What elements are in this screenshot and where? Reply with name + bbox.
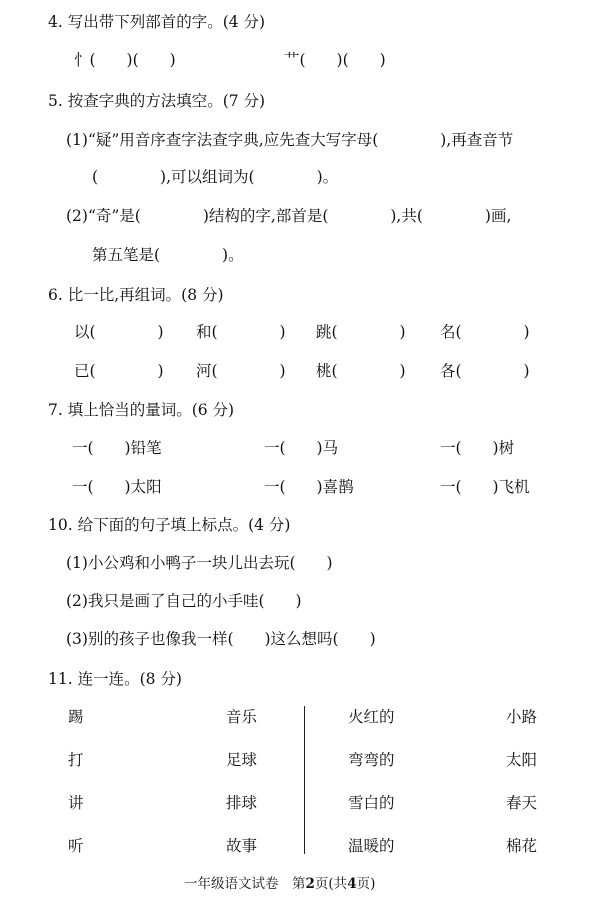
match-left-target[interactable]: 排球 — [226, 794, 258, 812]
q10-line[interactable]: (2)我只是画了自己的小手哇( ) — [66, 592, 302, 610]
q5-line-1[interactable]: (1)“疑”用音序查字法查字典,应先查大写字母( ),再查音节 — [66, 131, 514, 149]
q6-item[interactable]: 河( ) — [196, 362, 286, 380]
footer-suffix: 页) — [356, 876, 376, 892]
column-divider — [304, 706, 305, 854]
q6-item[interactable]: 已( ) — [74, 362, 164, 380]
match-left-word[interactable]: 讲 — [68, 794, 84, 812]
q6-item[interactable]: 以( ) — [74, 323, 164, 341]
q6-item[interactable]: 跳( ) — [316, 323, 406, 341]
q6-title: 6. 比一比,再组词。(8 分) — [48, 286, 224, 304]
match-left-word[interactable]: 打 — [68, 751, 84, 769]
q6-item[interactable]: 各( ) — [440, 362, 530, 380]
q7-item[interactable]: 一( )树 — [440, 439, 515, 457]
q7-item[interactable]: 一( )飞机 — [440, 478, 530, 496]
page-footer — [184, 874, 375, 894]
match-right-word[interactable]: 弯弯的 — [348, 751, 395, 769]
q7-title: 7. 填上恰当的量词。(6 分) — [48, 401, 235, 419]
match-left-target[interactable]: 故事 — [226, 837, 258, 855]
q10-title: 10. 给下面的句子填上标点。(4 分) — [48, 516, 291, 534]
q4-item-2[interactable]: 艹( )( ) — [284, 51, 386, 69]
match-right-target[interactable]: 春天 — [506, 794, 538, 812]
q4-item-1[interactable]: 忄( )( ) — [74, 51, 176, 69]
match-left-word[interactable]: 踢 — [68, 708, 84, 726]
q5-line-4[interactable]: 第五笔是( )。 — [92, 246, 244, 264]
footer-prefix: 一年级语文试卷 第 — [184, 876, 306, 892]
match-left-target[interactable]: 音乐 — [226, 708, 258, 726]
match-left-word[interactable]: 听 — [68, 837, 84, 855]
match-right-word[interactable]: 雪白的 — [348, 794, 395, 812]
match-right-target[interactable]: 小路 — [506, 708, 538, 726]
footer-mid: 页(共 — [314, 876, 348, 892]
match-right-word[interactable]: 火红的 — [348, 708, 395, 726]
footer-total-pages: 4 — [347, 876, 357, 892]
q10-line[interactable]: (3)别的孩子也像我一样( )这么想吗( ) — [66, 630, 376, 648]
q6-item[interactable]: 和( ) — [196, 323, 286, 341]
q7-item[interactable]: 一( )铅笔 — [72, 439, 162, 457]
q6-item[interactable]: 桃( ) — [316, 362, 406, 380]
q10-line[interactable]: (1)小公鸡和小鸭子一块儿出去玩( ) — [66, 554, 333, 572]
q5-title: 5. 按查字典的方法填空。(7 分) — [48, 92, 266, 110]
q7-item[interactable]: 一( )马 — [264, 439, 339, 457]
match-left-target[interactable]: 足球 — [226, 751, 258, 769]
footer-page-number: 2 — [305, 876, 315, 892]
match-right-target[interactable]: 太阳 — [506, 751, 538, 769]
q4-title: 4. 写出带下列部首的字。(4 分) — [48, 13, 266, 31]
q6-item[interactable]: 名( ) — [440, 323, 530, 341]
q11-title: 11. 连一连。(8 分) — [48, 670, 182, 688]
match-right-target[interactable]: 棉花 — [506, 837, 538, 855]
q7-item[interactable]: 一( )喜鹊 — [264, 478, 354, 496]
q5-line-3[interactable]: (2)“奇”是( )结构的字,部首是( ),共( )画, — [66, 207, 512, 225]
q7-item[interactable]: 一( )太阳 — [72, 478, 162, 496]
q5-line-2[interactable]: ( ),可以组词为( )。 — [92, 168, 339, 186]
match-right-word[interactable]: 温暖的 — [348, 837, 395, 855]
